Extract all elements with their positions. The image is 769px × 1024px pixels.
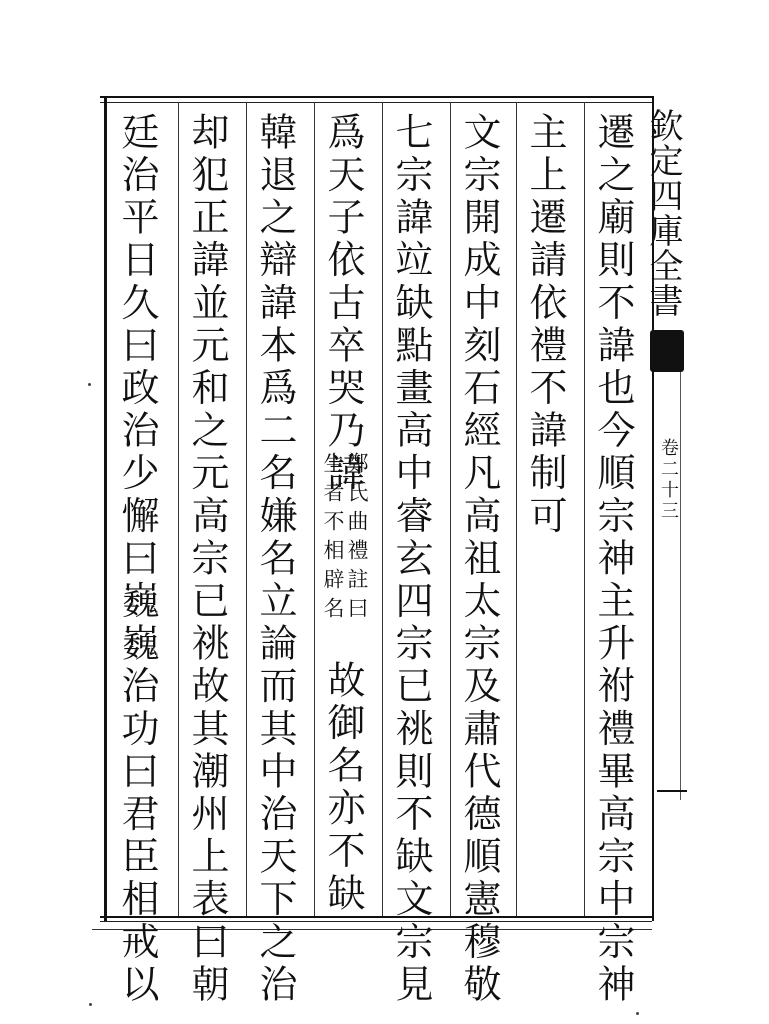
text-column-1: 遷之廟則不諱也今順宗神主升祔禮畢高宗中宗神	[591, 112, 635, 1007]
column-divider	[314, 102, 315, 916]
frame-left-border	[104, 96, 107, 921]
column-divider	[584, 102, 585, 916]
margin-volume-number: 卷二十三	[658, 438, 679, 522]
text-column-8: 廷治平日久曰政治少懈曰巍巍治功曰君臣相戒以	[115, 112, 159, 1007]
margin-inner-line	[680, 330, 681, 800]
text-column-7: 却犯正諱並元和之元高宗已祧故其潮州上表曰朝	[185, 112, 229, 1007]
text-column-4: 七宗諱竝缺點畫高中睿玄四宗已祧則不缺文宗見	[389, 112, 433, 1007]
fish-tail-mark-icon	[650, 330, 684, 372]
column-divider	[382, 102, 383, 916]
annotation-right-line: 鄭氏曲禮註曰	[345, 452, 369, 626]
frame-top-border	[100, 96, 652, 98]
text-column-2: 主上遷請依禮不諱制可	[523, 112, 567, 538]
scan-speck	[89, 1003, 92, 1006]
frame-top-inner-border	[100, 102, 652, 103]
margin-book-title: 欽定四庫全書	[643, 108, 683, 318]
frame-bottom-border	[100, 916, 652, 918]
column-divider	[516, 102, 517, 916]
margin-tick-mark	[657, 790, 687, 792]
text-column-5-main: 爲天子依古卒哭乃諱	[321, 112, 365, 496]
column-divider	[450, 102, 451, 916]
text-column-5-continued: 故御名亦不缺	[321, 660, 365, 916]
annotation-left-line: 生者不相辟名	[321, 452, 345, 626]
scan-speck	[636, 1012, 639, 1015]
text-column-3: 文宗開成中刻石經凡高祖太宗及肅代德順憲穆敬	[457, 112, 501, 1007]
column-divider	[178, 102, 179, 916]
text-column-6: 韓退之辯諱本爲二名嫌名立論而其中治天下之治	[253, 112, 297, 1007]
frame-bottom-inner-border	[100, 921, 652, 922]
column-divider	[246, 102, 247, 916]
scan-speck	[88, 383, 91, 386]
